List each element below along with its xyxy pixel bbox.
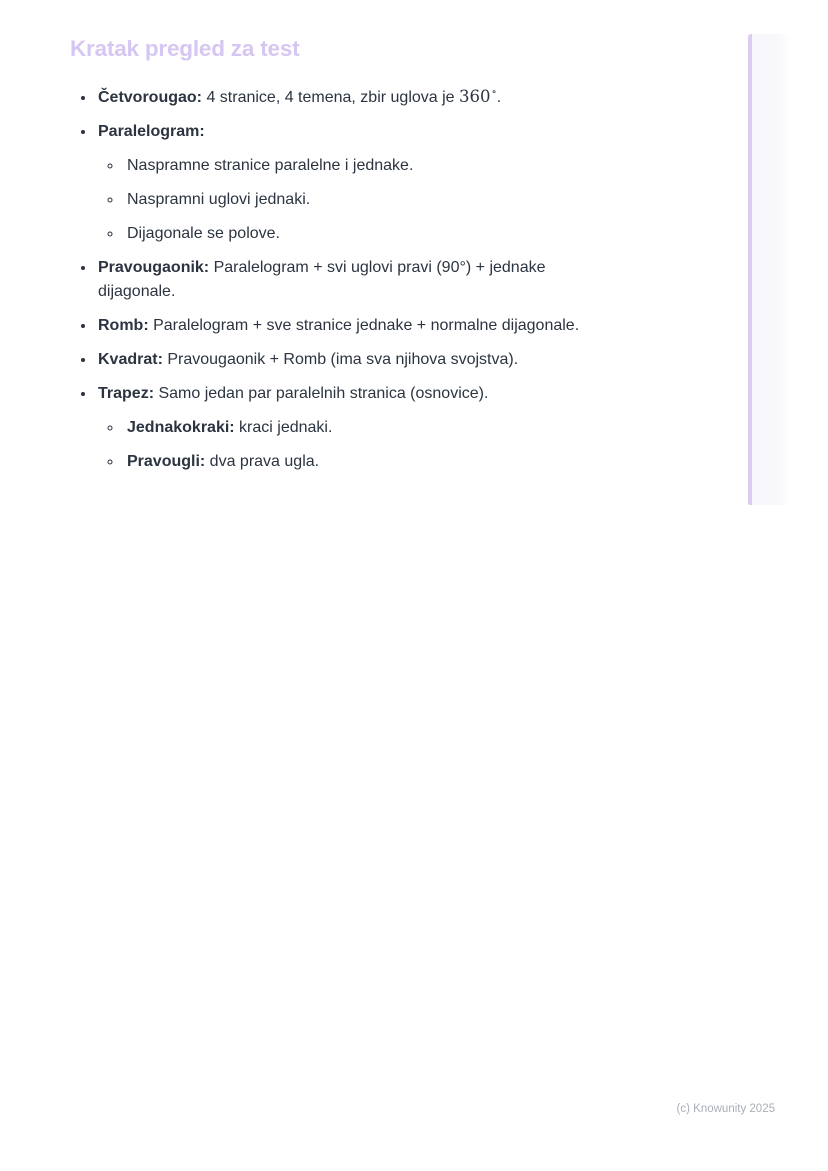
list-item-paralelogram [96, 120, 616, 246]
sub-item-text: kraci jednaki. [234, 419, 333, 436]
term-text: Paralelogram + sve stranice jednake + normalne dijagonale. [148, 317, 580, 334]
list-item-cetvorougao [96, 80, 616, 110]
sub-item-text: Naspramne stranice paralelne i jednake. [127, 157, 414, 174]
term-label: Pravougaonik: [98, 259, 210, 276]
term-label: Kvadrat: [98, 351, 163, 368]
summary-list [70, 80, 616, 474]
list-item-pravougaonik [96, 256, 616, 304]
term-text: Samo jedan par paralelnih stranica (osnovice). [154, 385, 489, 402]
sub-item-label: Jednakokraki: [127, 419, 235, 436]
copyright-notice: (c) Knowunity 2025 [676, 1103, 775, 1115]
term-label: Romb: [98, 317, 149, 334]
trapez-sub-list [98, 416, 616, 474]
math-number: 360 [459, 87, 491, 106]
sub-item [123, 450, 616, 474]
term-label: Trapez: [98, 385, 155, 402]
sub-item [123, 154, 616, 178]
sentence-period: . [496, 89, 502, 106]
term-text: Pravougaonik + Romb (ima sva njihova svojstva). [162, 351, 519, 368]
page-title: Kratak pregled za test [70, 36, 300, 61]
degree-symbol: ∘ [491, 86, 497, 98]
next-page-edge-decoration [748, 34, 790, 505]
term-text: Paralelogram + svi uglovi pravi (90°) + jednake dijagonale. [98, 259, 546, 300]
sub-item-text: Naspramni uglovi jednaki. [127, 191, 311, 208]
sub-item [123, 222, 616, 246]
sub-item [123, 188, 616, 212]
list-item-trapez [96, 382, 616, 474]
sub-item-text: dva prava ugla. [205, 453, 320, 470]
sub-item-text: Dijagonale se polove. [127, 225, 280, 242]
list-item-romb [96, 314, 616, 338]
sub-item-label: Pravougli: [127, 453, 206, 470]
document-content [70, 36, 630, 484]
term-label: Paralelogram: [98, 123, 205, 140]
term-label: Četvorougao: [98, 89, 202, 106]
math-expression [459, 87, 497, 106]
term-text: 4 stranice, 4 temena, zbir uglova je [202, 89, 460, 106]
paralelogram-sub-list [98, 154, 616, 246]
sub-item [123, 416, 616, 440]
list-item-kvadrat [96, 348, 616, 372]
